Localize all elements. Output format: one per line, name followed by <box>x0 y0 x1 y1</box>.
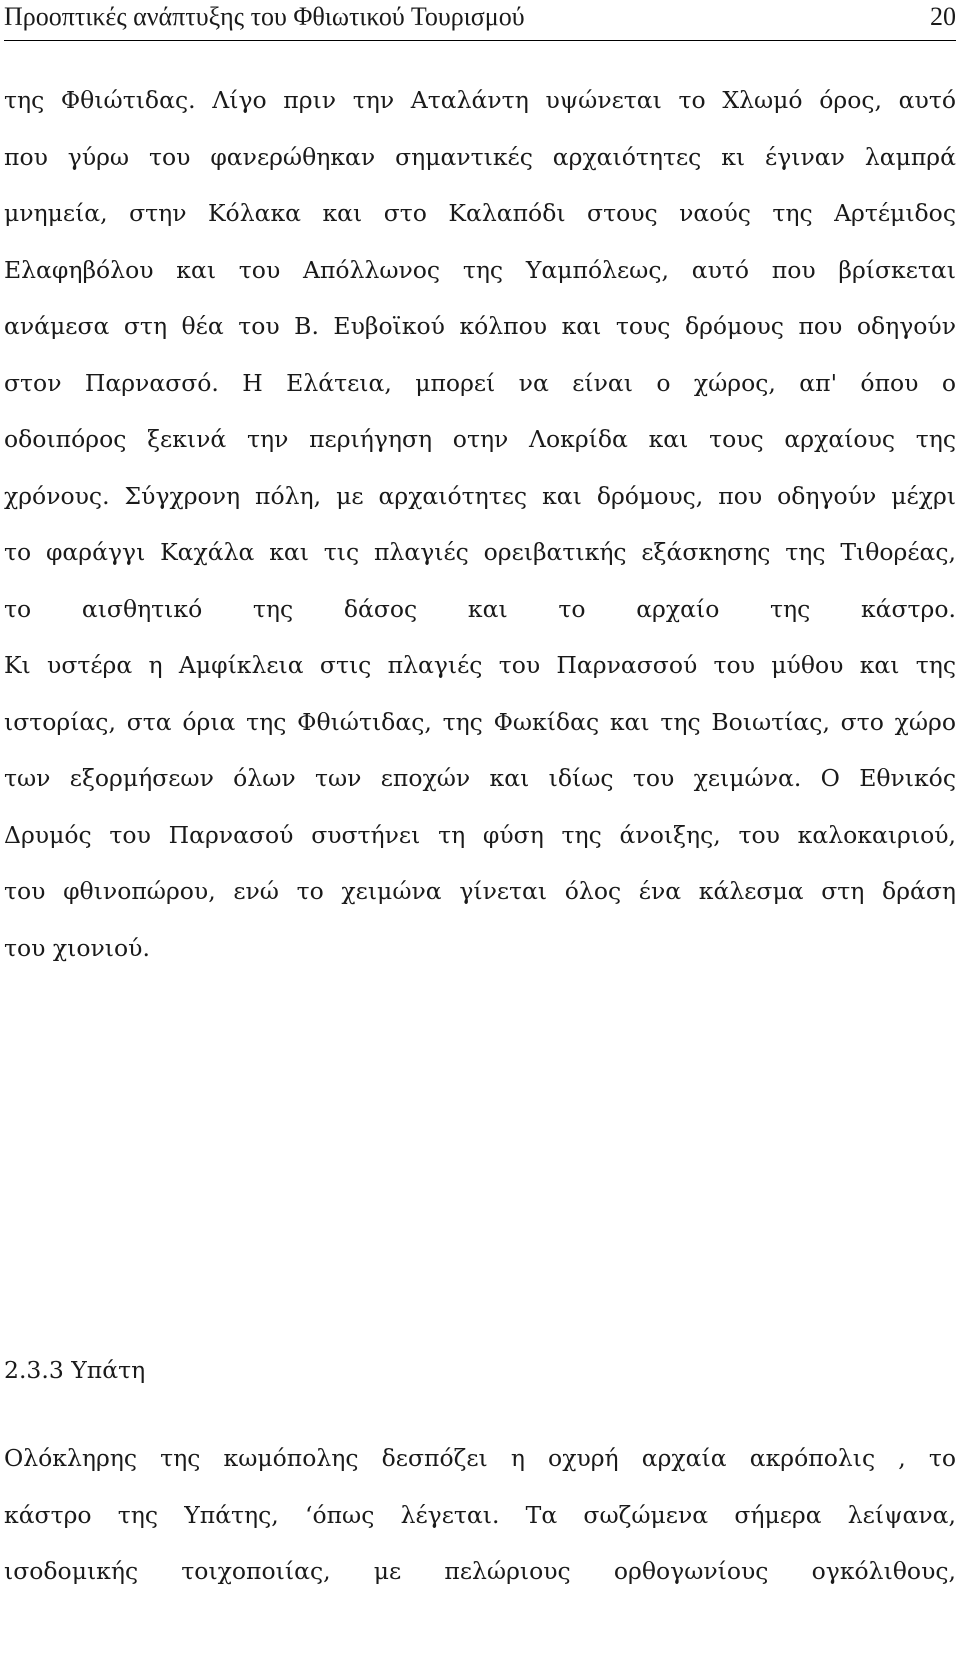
text-line: χρόνους. Σύγχρονη πόλη, με αρχαιότητες και δρόμους, που οδηγούν μέχρι <box>4 481 956 510</box>
text-line: ισοδομικής τοιχοποιίας, με πελώριους ορθογωνίους ογκόλιθους, <box>4 1557 956 1585</box>
text-line: του φθινοπώρου, ενώ το χειμώνα γίνεται όλος ένα κάλεσμα στη δράση <box>4 877 956 905</box>
section-heading: 2.3.3 Υπάτη <box>4 1356 146 1384</box>
text-line: ανάμεσα στη θέα του Β. Ευβοϊκού κόλπου και τους δρόμους που οδηγούν <box>4 312 956 340</box>
text-line: μνημεία, στην Κόλακα και στο Καλαπόδι στους ναούς της Αρτέμιδος <box>4 199 956 227</box>
text-line: Κι υστέρα η Αμφίκλεια στις πλαγιές του Παρνασσού του μύθου και της <box>4 651 956 679</box>
text-line: στον Παρνασσό. Η Ελάτεια, μπορεί να είναι ο χώρος, απ' όπου ο <box>4 368 956 397</box>
text-line: Δρυμός του Παρνασού συστήνει τη φύση της άνοιξης, του καλοκαιριού, <box>4 820 956 849</box>
text-line: του χιονιού. <box>4 933 150 962</box>
text-line: το αισθητικό της δάσος και το αρχαίο της κάστρο. <box>4 594 956 623</box>
text-line: το φαράγγι Καχάλα και τις πλαγιές ορειβατικής εξάσκησης της Τιθορέας, <box>4 538 956 566</box>
text-line: Ολόκληρης της κωμόπολης δεσπόζει η οχυρή αρχαία ακρόπολις , το <box>4 1444 956 1472</box>
text-line: κάστρο της Υπάτης, ‘όπως λέγεται. Τα σωζώμενα σήμερα λείψανα, <box>4 1500 956 1529</box>
running-header <box>4 2 956 41</box>
body-paragraph-2 <box>4 1430 956 1600</box>
text-line: που γύρω του φανερώθηκαν σημαντικές αρχαιότητες κι έγιναν λαμπρά <box>4 142 956 171</box>
text-line: της Φθιώτιδας. Λίγο πριν την Αταλάντη υψώνεται το Χλωμό όρος, αυτό <box>4 86 956 114</box>
text-line: των εξορμήσεων όλων των εποχών και ιδίως του χειμώνα. Ο Εθνικός <box>4 764 956 792</box>
text-line: Ελαφηβόλου και του Απόλλωνος της Υαμπόλεως, αυτό που βρίσκεται <box>4 255 956 284</box>
header-title: Προοπτικές ανάπτυξης του Φθιωτικού Τουρισμού <box>4 2 525 31</box>
text-line: ιστορίας, στα όρια της Φθιώτιδας, της Φωκίδας και της Βοιωτίας, στο χώρο <box>4 707 956 736</box>
page-number: 20 <box>930 2 956 31</box>
body-paragraph-1 <box>4 72 956 976</box>
text-line: οδοιπόρος ξεκινά την περιήγηση οτην Λοκρίδα και τους αρχαίους της <box>4 425 956 453</box>
